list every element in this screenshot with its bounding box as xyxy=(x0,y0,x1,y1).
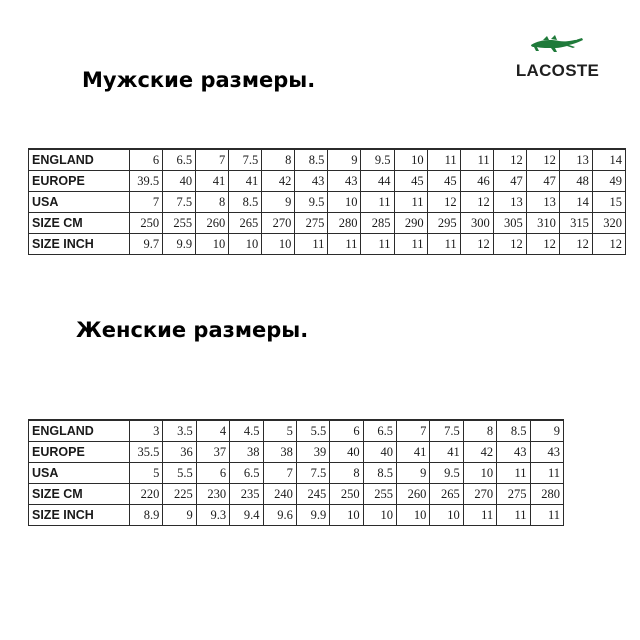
table-cell: 320 xyxy=(592,213,625,234)
table-cell: 260 xyxy=(397,484,430,505)
table-cell: 37 xyxy=(196,442,229,463)
table-cell: 10 xyxy=(463,463,496,484)
table-cell: 14 xyxy=(559,192,592,213)
table-cell: 12 xyxy=(493,149,526,171)
table-cell: 42 xyxy=(463,442,496,463)
table-cell: 6 xyxy=(330,420,363,442)
table-cell: 11 xyxy=(427,149,460,171)
table-cell: 3.5 xyxy=(163,420,196,442)
table-cell: 48 xyxy=(559,171,592,192)
row-label: USA xyxy=(29,192,130,213)
table-cell: 39.5 xyxy=(130,171,163,192)
table-row xyxy=(29,484,564,505)
table-cell: 9.5 xyxy=(295,192,328,213)
table-cell: 7.5 xyxy=(296,463,329,484)
table-cell: 47 xyxy=(526,171,559,192)
table-cell: 42 xyxy=(262,171,295,192)
men-size-table xyxy=(28,148,626,255)
table-cell: 44 xyxy=(361,171,394,192)
table-row xyxy=(29,192,626,213)
table-cell: 275 xyxy=(497,484,530,505)
table-cell: 315 xyxy=(559,213,592,234)
table-cell: 285 xyxy=(361,213,394,234)
table-cell: 11 xyxy=(361,192,394,213)
table-cell: 9.5 xyxy=(430,463,463,484)
table-cell: 245 xyxy=(296,484,329,505)
table-cell: 12 xyxy=(493,234,526,255)
table-cell: 43 xyxy=(328,171,361,192)
table-row xyxy=(29,463,564,484)
table-cell: 12 xyxy=(526,234,559,255)
table-cell: 10 xyxy=(397,505,430,526)
table-cell: 11 xyxy=(295,234,328,255)
table-cell: 9.6 xyxy=(263,505,296,526)
table-cell: 40 xyxy=(330,442,363,463)
table-cell: 45 xyxy=(427,171,460,192)
table-cell: 4 xyxy=(196,420,229,442)
lacoste-logo xyxy=(505,30,610,82)
table-row xyxy=(29,213,626,234)
table-cell: 11 xyxy=(460,149,493,171)
table-cell: 4.5 xyxy=(230,420,263,442)
table-cell: 36 xyxy=(163,442,196,463)
table-cell: 250 xyxy=(130,213,163,234)
row-label: EUROPE xyxy=(29,171,130,192)
table-cell: 5 xyxy=(263,420,296,442)
table-cell: 6 xyxy=(130,149,163,171)
table-cell: 220 xyxy=(130,484,163,505)
table-cell: 11 xyxy=(394,192,427,213)
table-cell: 9 xyxy=(530,420,564,442)
table-cell: 3 xyxy=(130,420,163,442)
table-cell: 13 xyxy=(493,192,526,213)
table-cell: 38 xyxy=(263,442,296,463)
table-cell: 290 xyxy=(394,213,427,234)
table-cell: 11 xyxy=(394,234,427,255)
table-cell: 8 xyxy=(463,420,496,442)
table-cell: 43 xyxy=(295,171,328,192)
table-cell: 39 xyxy=(296,442,329,463)
table-cell: 6.5 xyxy=(163,149,196,171)
women-size-table xyxy=(28,419,564,526)
table-cell: 5.5 xyxy=(296,420,329,442)
row-label: SIZE INCH xyxy=(29,234,130,255)
table-cell: 8 xyxy=(262,149,295,171)
table-cell: 10 xyxy=(262,234,295,255)
table-cell: 8 xyxy=(196,192,229,213)
table-cell: 11 xyxy=(328,234,361,255)
table-cell: 47 xyxy=(493,171,526,192)
table-cell: 13 xyxy=(559,149,592,171)
table-cell: 10 xyxy=(394,149,427,171)
table-cell: 10 xyxy=(229,234,262,255)
table-cell: 9.5 xyxy=(361,149,394,171)
table-cell: 305 xyxy=(493,213,526,234)
table-cell: 270 xyxy=(262,213,295,234)
table-row xyxy=(29,442,564,463)
table-cell: 280 xyxy=(328,213,361,234)
table-cell: 5.5 xyxy=(163,463,196,484)
table-row xyxy=(29,505,564,526)
table-cell: 9 xyxy=(163,505,196,526)
table-cell: 38 xyxy=(230,442,263,463)
table-cell: 35.5 xyxy=(130,442,163,463)
table-cell: 235 xyxy=(230,484,263,505)
table-cell: 280 xyxy=(530,484,564,505)
table-cell: 250 xyxy=(330,484,363,505)
table-cell: 8.5 xyxy=(229,192,262,213)
brand-name: LACOSTE xyxy=(515,61,600,80)
table-cell: 43 xyxy=(530,442,564,463)
table-row xyxy=(29,171,626,192)
table-cell: 11 xyxy=(463,505,496,526)
table-cell: 40 xyxy=(363,442,396,463)
crocodile-icon xyxy=(529,30,585,58)
table-cell: 225 xyxy=(163,484,196,505)
table-cell: 11 xyxy=(497,505,530,526)
table-cell: 9 xyxy=(328,149,361,171)
table-cell: 10 xyxy=(363,505,396,526)
table-cell: 295 xyxy=(427,213,460,234)
table-cell: 13 xyxy=(526,192,559,213)
table-cell: 230 xyxy=(196,484,229,505)
table-cell: 41 xyxy=(196,171,229,192)
row-label: SIZE CM xyxy=(29,484,130,505)
table-row xyxy=(29,234,626,255)
row-label: ENGLAND xyxy=(29,420,130,442)
row-label: USA xyxy=(29,463,130,484)
table-cell: 15 xyxy=(592,192,625,213)
table-cell: 45 xyxy=(394,171,427,192)
table-cell: 43 xyxy=(497,442,530,463)
table-cell: 11 xyxy=(361,234,394,255)
table-cell: 11 xyxy=(497,463,530,484)
table-cell: 7 xyxy=(397,420,430,442)
women-sizes-title: Женские размеры. xyxy=(76,318,309,342)
table-cell: 9.4 xyxy=(230,505,263,526)
table-cell: 240 xyxy=(263,484,296,505)
table-cell: 10 xyxy=(330,505,363,526)
table-cell: 8.5 xyxy=(295,149,328,171)
table-cell: 11 xyxy=(530,463,564,484)
table-cell: 7.5 xyxy=(163,192,196,213)
table-cell: 8.9 xyxy=(130,505,163,526)
table-cell: 12 xyxy=(427,192,460,213)
table-row xyxy=(29,420,564,442)
table-cell: 12 xyxy=(592,234,625,255)
table-cell: 7.5 xyxy=(430,420,463,442)
table-cell: 11 xyxy=(427,234,460,255)
table-cell: 8 xyxy=(330,463,363,484)
table-cell: 6.5 xyxy=(363,420,396,442)
table-cell: 7.5 xyxy=(229,149,262,171)
table-cell: 9 xyxy=(397,463,430,484)
table-cell: 7 xyxy=(130,192,163,213)
row-label: ENGLAND xyxy=(29,149,130,171)
table-cell: 10 xyxy=(430,505,463,526)
table-cell: 6.5 xyxy=(230,463,263,484)
table-cell: 265 xyxy=(430,484,463,505)
table-cell: 8.5 xyxy=(363,463,396,484)
table-row xyxy=(29,149,626,171)
table-cell: 10 xyxy=(328,192,361,213)
table-cell: 260 xyxy=(196,213,229,234)
men-sizes-title: Мужские размеры. xyxy=(82,68,316,92)
row-label: SIZE CM xyxy=(29,213,130,234)
table-cell: 270 xyxy=(463,484,496,505)
table-cell: 12 xyxy=(526,149,559,171)
table-cell: 49 xyxy=(592,171,625,192)
table-cell: 275 xyxy=(295,213,328,234)
table-cell: 9.9 xyxy=(296,505,329,526)
table-cell: 7 xyxy=(196,149,229,171)
table-cell: 9.7 xyxy=(130,234,163,255)
table-cell: 40 xyxy=(163,171,196,192)
table-cell: 255 xyxy=(163,213,196,234)
table-cell: 6 xyxy=(196,463,229,484)
row-label: EUROPE xyxy=(29,442,130,463)
table-cell: 41 xyxy=(229,171,262,192)
table-cell: 7 xyxy=(263,463,296,484)
table-cell: 10 xyxy=(196,234,229,255)
table-cell: 46 xyxy=(460,171,493,192)
table-cell: 310 xyxy=(526,213,559,234)
table-cell: 12 xyxy=(460,234,493,255)
table-cell: 300 xyxy=(460,213,493,234)
table-cell: 41 xyxy=(430,442,463,463)
table-cell: 12 xyxy=(460,192,493,213)
table-cell: 11 xyxy=(530,505,564,526)
table-cell: 41 xyxy=(397,442,430,463)
table-cell: 255 xyxy=(363,484,396,505)
table-cell: 12 xyxy=(559,234,592,255)
table-cell: 265 xyxy=(229,213,262,234)
table-cell: 8.5 xyxy=(497,420,530,442)
table-cell: 5 xyxy=(130,463,163,484)
table-cell: 9.3 xyxy=(196,505,229,526)
table-cell: 14 xyxy=(592,149,625,171)
row-label: SIZE INCH xyxy=(29,505,130,526)
table-cell: 9 xyxy=(262,192,295,213)
table-cell: 9.9 xyxy=(163,234,196,255)
